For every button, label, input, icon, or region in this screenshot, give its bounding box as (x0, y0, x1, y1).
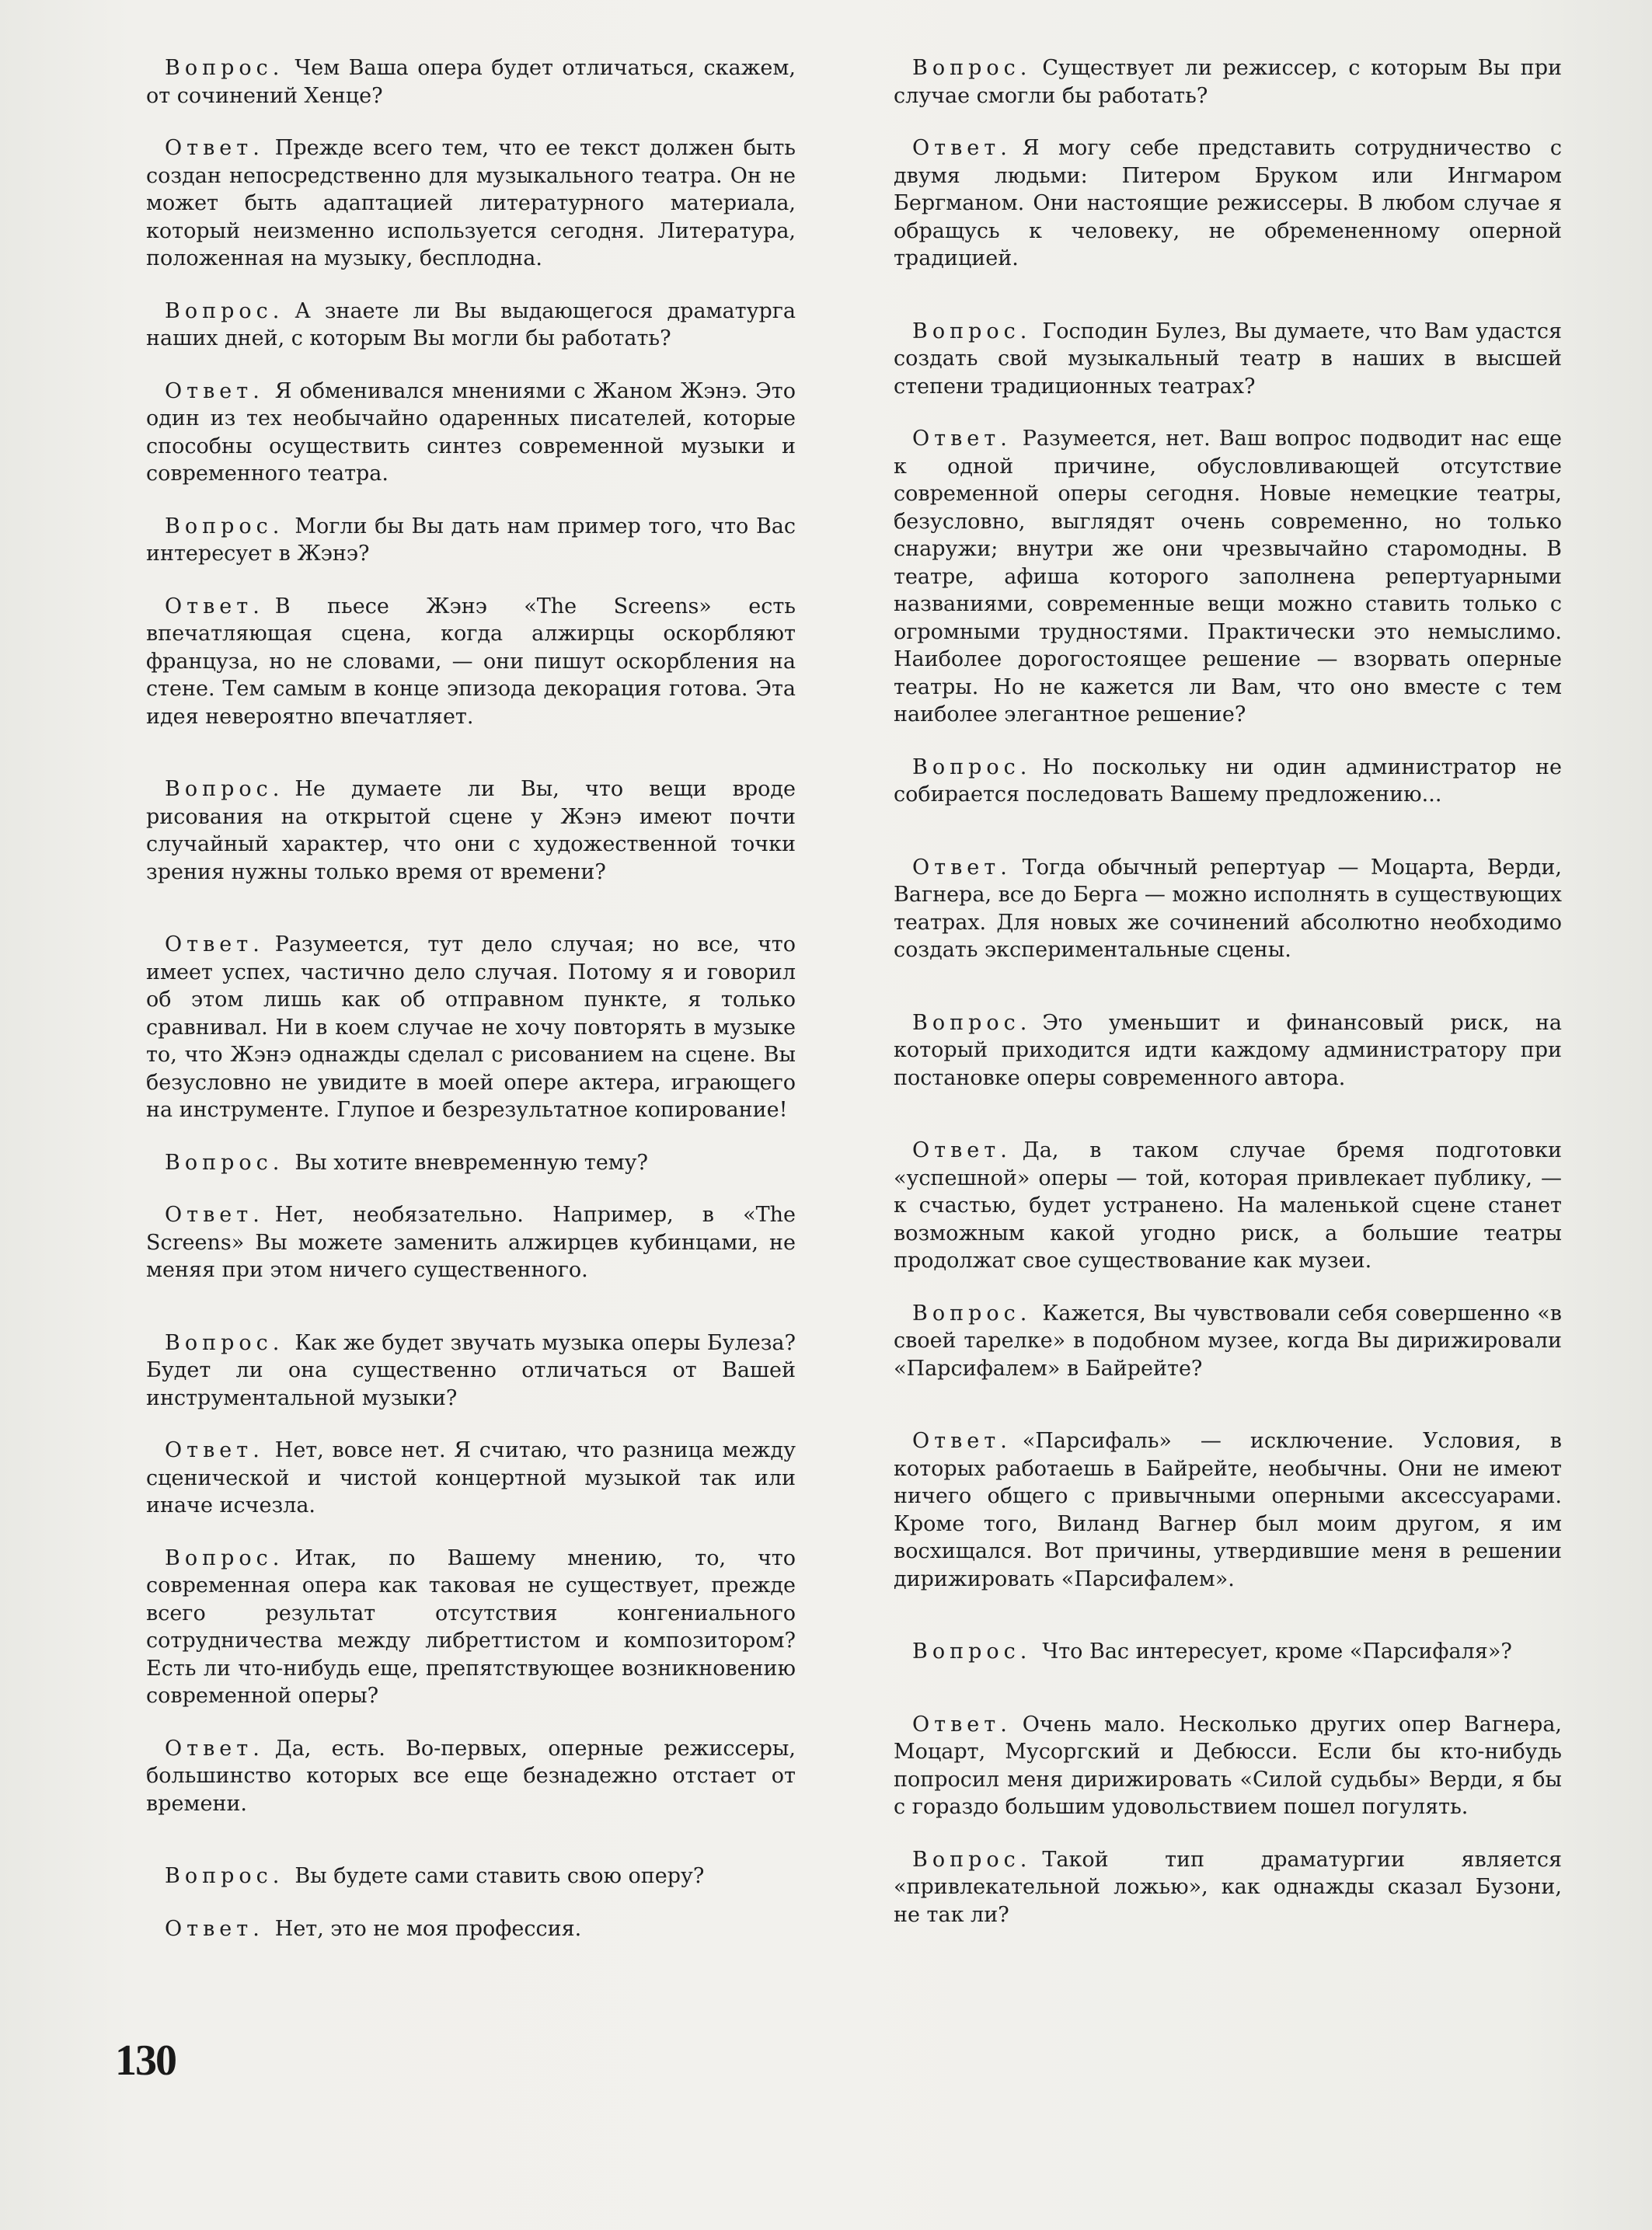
speaker-label: Вопрос. (165, 1864, 284, 1888)
question-paragraph (894, 1300, 1562, 1383)
paragraph-text: Нет, необязательно. Например, в «The Screens» Вы можете заменить алжирцев кубинцами, не меняя при этом ничего существенного. (146, 1203, 796, 1282)
paragraph-text: Но поскольку ни один администратор не собирается последовать Вашему предложению... (894, 754, 1562, 807)
speaker-label: Ответ. (165, 1203, 264, 1227)
answer-paragraph (894, 1711, 1562, 1821)
speaker-label: Ответ. (912, 1712, 1012, 1737)
speaker-label: Вопрос. (912, 319, 1032, 343)
answer-paragraph (146, 134, 796, 273)
paragraph-text: Прежде всего тем, что ее текст должен быть создан непосредственно для музыкального театра. Он не может быть адаптацией литературного материала, который неизменно используется сегодня. Литература, положенная на музыку, бесплодна. (146, 136, 796, 270)
answer-paragraph (894, 1137, 1562, 1275)
speaker-label: Вопрос. (165, 1330, 284, 1355)
question-paragraph (894, 1009, 1562, 1092)
paragraph-text: Итак, по Вашему мнению, то, что современная опера как таковая не существует, прежде всего результат отсутствия конгениального сотрудничества между либреттистом и композитором? Есть ли что-нибудь еще, препятствующее возникновению современной оперы? (146, 1545, 796, 1708)
paragraph-text: Я могу себе представить сотрудничество с двумя людьми: Питером Бруком или Ингмаром Бергманом. Они настоящие режиссеры. В любом случае я обращусь к человеку, не обремененному оперной традицией. (894, 136, 1562, 270)
speaker-label: Вопрос. (165, 298, 284, 323)
speaker-label: Ответ. (165, 1438, 264, 1462)
paragraph-text: Нет, это не моя профессия. (274, 1916, 582, 1941)
speaker-label: Ответ. (165, 1736, 264, 1761)
answer-paragraph (146, 1201, 796, 1284)
paragraph-text: Кажется, Вы чувствовали себя совершенно «в своей тарелке» в подобном музее, когда Вы дирижировали «Парсифалем» в Байрейте? (894, 1301, 1562, 1381)
paragraph-text: Как же будет звучать музыка оперы Булеза? Будет ли она существенно отличаться от Вашей инструментальной музыки? (146, 1330, 796, 1410)
answer-paragraph (894, 1427, 1562, 1593)
paragraph-text: Господин Булез, Вы думаете, что Вам удастся создать свой музыкальный театр в наших в высшей степени традиционных театрах? (894, 319, 1562, 399)
left-column (146, 54, 796, 1967)
answer-paragraph (894, 134, 1562, 273)
paragraph-text: Не думаете ли Вы, что вещи вроде рисования на открытой сцене у Жэнэ имеют почти случайный характер, что они с художественной точки зрения нужны только время от времени? (146, 777, 796, 884)
question-paragraph (894, 1638, 1562, 1666)
answer-paragraph (146, 378, 796, 488)
page-number: 130 (115, 2037, 176, 2085)
speaker-label: Ответ. (165, 1916, 264, 1941)
answer-paragraph (146, 1437, 796, 1520)
speaker-label: Ответ. (912, 855, 1012, 880)
paragraph-text: Это уменьшит и финансовый риск, на который приходится идти каждому администратору при постановке оперы современного автора. (894, 1010, 1562, 1090)
paragraph-text: Чем Ваша опера будет отличаться, скажем, от сочинений Хенце? (146, 56, 796, 108)
speaker-label: Вопрос. (165, 1150, 284, 1175)
question-paragraph (894, 754, 1562, 809)
speaker-label: Вопрос. (912, 1301, 1032, 1326)
paragraph-text: Что Вас интересует, кроме «Парсифаля»? (1042, 1639, 1512, 1664)
speaker-label: Ответ. (165, 136, 264, 160)
question-paragraph (146, 54, 796, 110)
speaker-label: Ответ. (165, 932, 264, 956)
paragraph-text: Могли бы Вы дать нам пример того, что Вас интересует в Жэнэ? (146, 514, 796, 566)
question-paragraph (146, 298, 796, 353)
question-paragraph (146, 1862, 796, 1890)
paragraph-text: Нет, вовсе нет. Я считаю, что разница между сценической и чистой концертной музыкой так или иначе исчезла. (146, 1438, 796, 1517)
speaker-label: Ответ. (165, 594, 264, 618)
speaker-label: Вопрос. (912, 1010, 1032, 1035)
paragraph-text: Вы будете сами ставить свою оперу? (295, 1864, 705, 1888)
paragraph-text: В пьесе Жэнэ «The Screens» есть впечатляющая сцена, когда алжирцы оскорбляют француза, но не словами, — они пишут оскорбления на стене. Тем самым в конце эпизода декорация готова. Эта идея невероятно впечатляет. (146, 594, 796, 729)
paragraph-text: Такой тип драматургии является «привлекательной ложью», как однажды сказал Бузони, не так ли? (894, 1847, 1562, 1927)
question-paragraph (894, 54, 1562, 110)
answer-paragraph (146, 1735, 796, 1818)
speaker-label: Вопрос. (165, 1545, 284, 1570)
question-paragraph (146, 1329, 796, 1413)
speaker-label: Вопрос. (165, 777, 284, 801)
speaker-label: Вопрос. (912, 754, 1032, 779)
question-paragraph (894, 318, 1562, 401)
speaker-label: Вопрос. (912, 1847, 1032, 1872)
speaker-label: Ответ. (912, 1138, 1012, 1162)
paragraph-text: Существует ли режиссер, с которым Вы при случае смогли бы работать? (894, 56, 1562, 108)
paragraph-text: «Парсифаль» — исключение. Условия, в которых работаешь в Байрейте, необычны. Они не имеют ничего общего с привычными оперными аксессуарами. Кроме того, Виланд Вагнер был моим другом, я им восхищался. Вот причины, утвердившие меня в решении дирижировать «Парсифалем». (894, 1429, 1562, 1591)
answer-paragraph (894, 854, 1562, 964)
speaker-label: Ответ. (165, 378, 264, 403)
question-paragraph (146, 1149, 796, 1177)
speaker-label: Вопрос. (912, 56, 1032, 80)
paragraph-text: Тогда обычный репертуар — Моцарта, Верди, Вагнера, все до Берга — можно исполнять в существующих театрах. Для новых же сочинений абсолютно необходимо создать экспериментальные сцены. (894, 855, 1563, 962)
speaker-label: Ответ. (912, 1429, 1012, 1453)
question-paragraph (146, 775, 796, 886)
right-column (894, 54, 1562, 1953)
paragraph-text: А знаете ли Вы выдающегося драматурга наших дней, с которым Вы могли бы работать? (146, 298, 796, 350)
answer-paragraph (146, 1915, 796, 1943)
paragraph-text: Да, в таком случае бремя подготовки «успешной» оперы — той, которая привлекает публику, — к счастью, будет устранено. На маленькой сцене станет возможным какой угодно риск, а большие театры продолжат свое существование как музеи. (894, 1138, 1562, 1273)
speaker-label: Вопрос. (165, 56, 284, 80)
paragraph-text: Я обменивался мнениями с Жаном Жэнэ. Это один из тех необычайно одаренных писателей, которые способны осуществить синтез современной музыки и современного театра. (146, 378, 796, 486)
question-paragraph (894, 1846, 1562, 1929)
paragraph-text: Разумеется, тут дело случая; но все, что имеет успех, частично дело случая. Потому я и говорил об этом лишь как об отправном пункте, я только сравнивал. Ни в коем случае не хочу повторять в музыке то, что Жэнэ однажды сделал с рисованием на сцене. Вы безусловно не увидите в моей опере актера, играющего на инструменте. Глупое и безрезультатное копирование! (146, 932, 796, 1122)
paragraph-text: Очень мало. Несколько других опер Вагнера, Моцарт, Мусоргский и Дебюсси. Если бы кто-нибудь попросил меня дирижировать «Силой судьбы» Верди, я бы с гораздо большим удовольствием пошел погулять. (894, 1712, 1562, 1819)
question-paragraph (146, 513, 796, 568)
speaker-label: Вопрос. (165, 514, 284, 538)
speaker-label: Ответ. (912, 427, 1012, 451)
answer-paragraph (146, 593, 796, 731)
speaker-label: Вопрос. (912, 1639, 1032, 1664)
answer-paragraph (894, 425, 1562, 729)
paragraph-text: Да, есть. Во-первых, оперные режиссеры, большинство которых все еще безнадежно отстает от времени. (146, 1736, 796, 1816)
speaker-label: Ответ. (912, 136, 1012, 160)
answer-paragraph (146, 931, 796, 1124)
paragraph-text: Разумеется, нет. Ваш вопрос подводит нас еще к одной причине, обусловливающей отсутствие современной оперы сегодня. Новые немецкие театры, безусловно, выглядят очень современно, но только снаружи; внутри же они чрезвычайно старомодны. В театре, афиша которого заполнена репертуарными названиями, современные вещи можно ставить только с огромными трудностями. Практически это немыслимо. Наиболее дорогостоящее решение — взорвать оперные театры. Но не кажется ли Вам, что оно вместе с тем наиболее элегантное решение? (894, 427, 1562, 726)
question-paragraph (146, 1545, 796, 1710)
paragraph-text: Вы хотите вневременную тему? (295, 1150, 649, 1175)
